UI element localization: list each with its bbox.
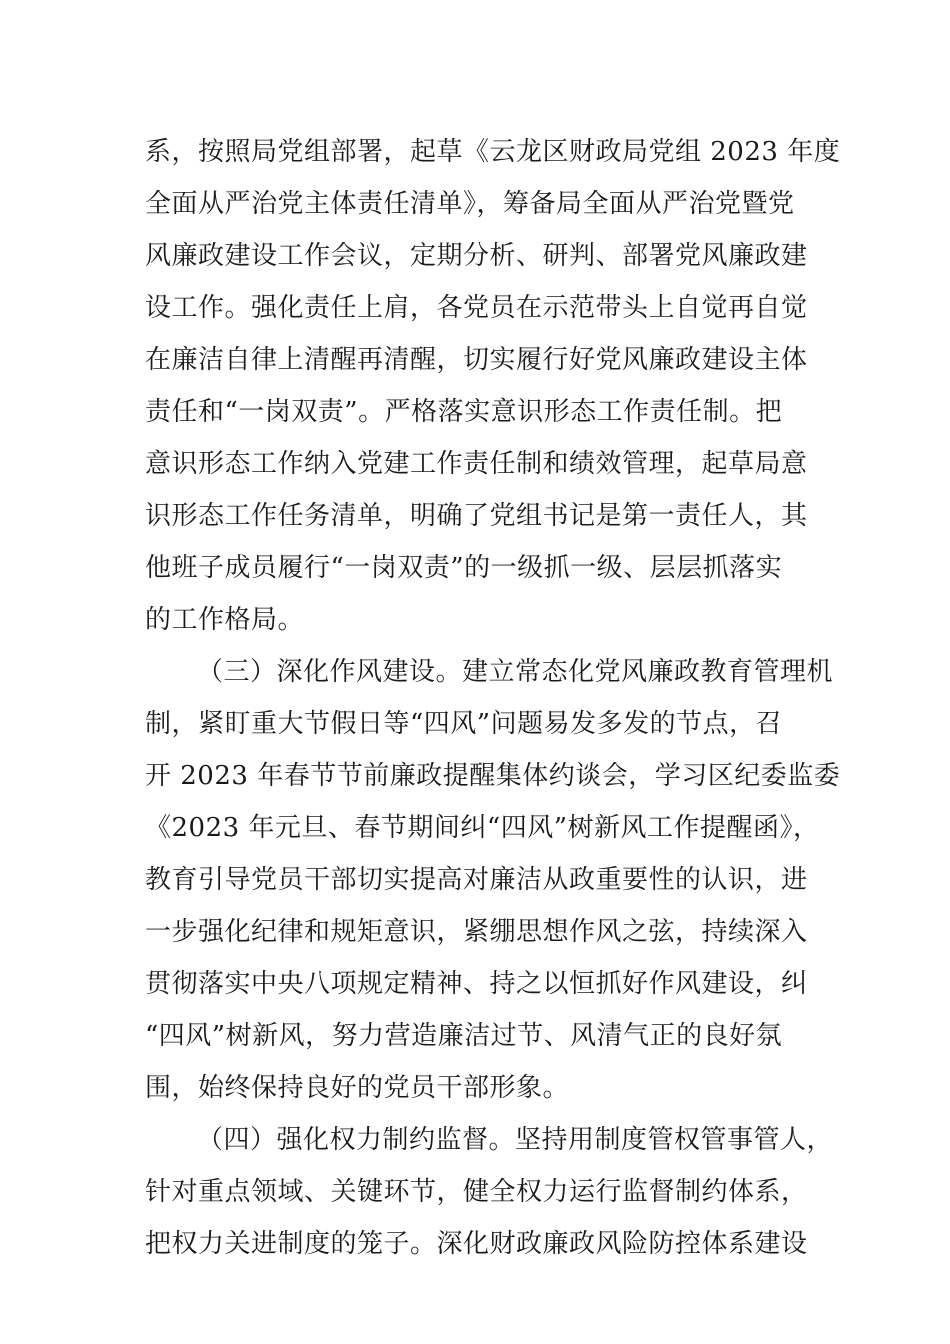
text-line: 一步强化纪律和规矩意识，紧绷思想作风之弦，持续深入 [145, 917, 808, 947]
paragraph-heading-line: （四）强化权力制约监督。坚持用制度管权管事管人， [197, 1125, 834, 1155]
text-line: 《2023 年元旦、春节期间纠“四风”树新风工作提醒函》， [145, 813, 820, 843]
text-line: “四风”树新风，努力营造廉洁过节、风清气正的良好氛 [145, 1021, 783, 1051]
text-line: 贯彻落实中央八项规定精神、持之以恒抓好作风建设，纠 [145, 969, 808, 999]
text-line: 全面从严治党主体责任清单》，筹备局全面从严治党暨党 [145, 189, 795, 219]
text-line: 他班子成员履行“一岗双责”的一级抓一级、层层抓落实 [145, 553, 783, 583]
text-line: 把权力关进制度的笼子。深化财政廉政风险防控体系建设 [145, 1229, 808, 1259]
text-line: 围，始终保持良好的党员干部形象。 [145, 1073, 570, 1103]
text-line: 教育引导党员干部切实提高对廉洁从政重要性的认识，进 [145, 865, 808, 895]
text-line: 责任和“一岗双责”。严格落实意识形态工作责任制。把 [145, 397, 783, 427]
text-line: 风廉政建设工作会议，定期分析、研判、部署党风廉政建 [145, 241, 808, 271]
text-line: 识形态工作任务清单，明确了党组书记是第一责任人，其 [145, 501, 808, 531]
paragraph-heading-line: （三）深化作风建设。建立常态化党风廉政教育管理机 [197, 657, 834, 687]
text-line: 设工作。强化责任上肩，各党员在示范带头上自觉再自觉 [145, 293, 808, 323]
text-line: 的工作格局。 [145, 605, 305, 635]
text-line: 制，紧盯重大节假日等“四风”问题易发多发的节点，召 [145, 709, 783, 739]
text-line: 开 2023 年春节节前廉政提醒集体约谈会，学习区纪委监委 [145, 761, 841, 791]
text-line: 系，按照局党组部署，起草《云龙区财政局党组 2023 年度 [145, 137, 841, 167]
text-line: 在廉洁自律上清醒再清醒，切实履行好党风廉政建设主体 [145, 345, 808, 375]
text-line: 针对重点领域、关键环节，健全权力运行监督制约体系， [145, 1177, 808, 1207]
text-line: 意识形态工作纳入党建工作责任制和绩效管理，起草局意 [145, 449, 808, 479]
